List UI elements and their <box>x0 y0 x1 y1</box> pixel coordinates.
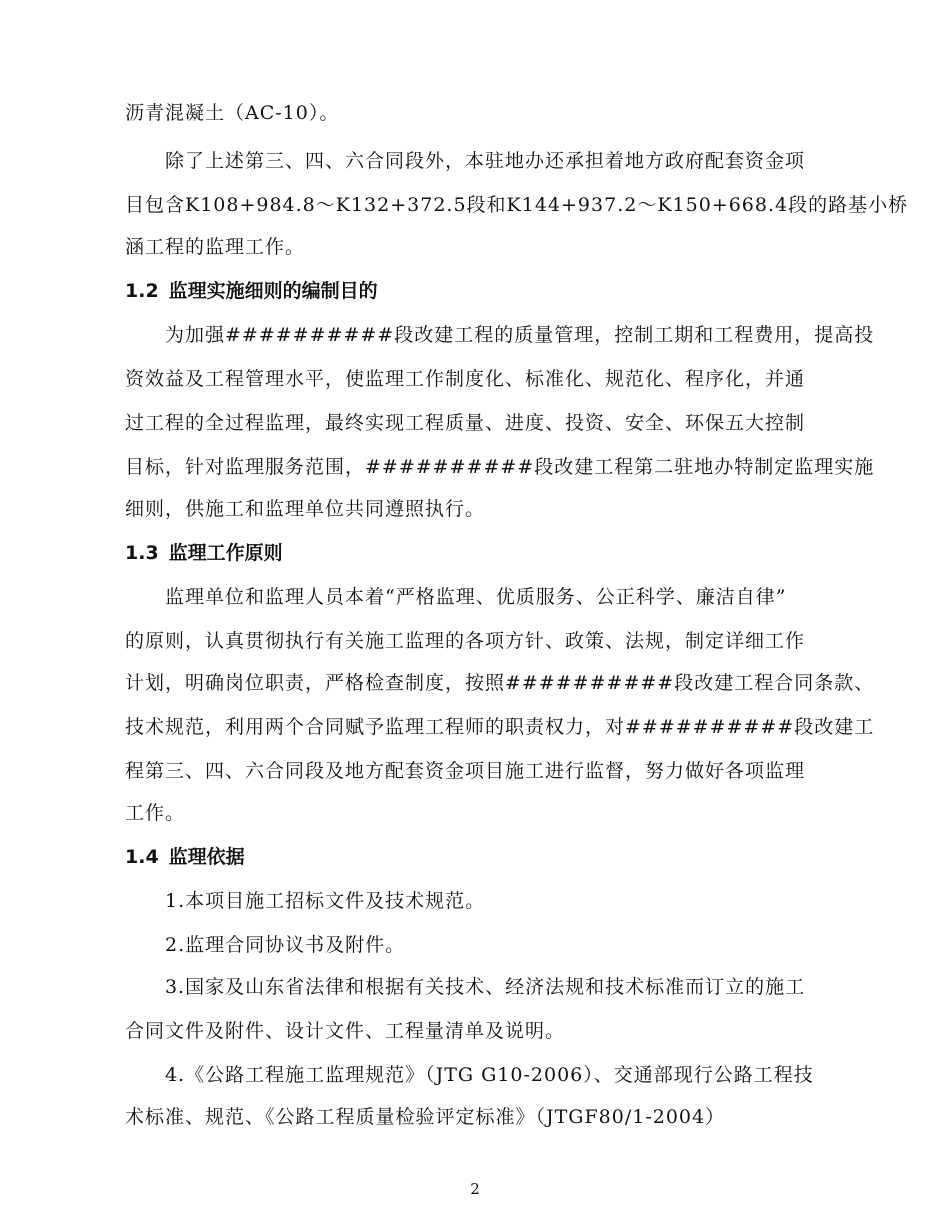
section-heading-1-3 <box>125 540 283 566</box>
page-number: 2 <box>470 1180 480 1198</box>
section-number: 1.2 <box>125 280 159 302</box>
list-item: 2.监理合同协议书及附件。 <box>165 934 406 956</box>
paragraph-line: 细则，供施工和监理单位共同遵照执行。 <box>125 498 486 520</box>
paragraph-line: 为加强##########段改建工程的质量管理，控制工期和工程费用，提高投 <box>165 324 875 346</box>
paragraph-line: 目包含K108+984.8～K132+372.5段和K144+937.2～K150+668.4段的路基小桥 <box>125 194 909 216</box>
paragraph-line: 监理单位和监理人员本着“严格监理、优质服务、公正科学、廉洁自律” <box>165 586 787 608</box>
paragraph-line: 合同文件及附件、设计文件、工程量清单及说明。 <box>125 1020 566 1042</box>
list-item: 4.《公路工程施工监理规范》（JTG G10-2006）、交通部现行公路工程技 <box>165 1064 814 1086</box>
section-title: 监理实施细则的编制目的 <box>168 280 378 302</box>
section-title: 监理工作原则 <box>168 542 283 564</box>
paragraph-line: 资效益及工程管理水平，使监理工作制度化、标准化、规范化、程序化，并通 <box>125 368 806 390</box>
section-title: 监理依据 <box>168 846 245 868</box>
paragraph-line: 程第三、四、六合同段及地方配套资金项目施工进行监督，努力做好各项监理 <box>125 760 806 782</box>
paragraph-line: 术标准、规范、《公路工程质量检验评定标准》（JTGF80/1-2004） <box>125 1106 726 1128</box>
paragraph-line: 计划，明确岗位职责，严格检查制度，按照##########段改建工程合同条款、 <box>125 672 875 694</box>
paragraph-line: 沥青混凝土（AC-10）。 <box>125 102 340 124</box>
paragraph-line: 工作。 <box>125 802 186 824</box>
paragraph-line: 过工程的全过程监理，最终实现工程质量、进度、投资、安全、环保五大控制 <box>125 412 806 434</box>
section-heading-1-4 <box>125 844 245 870</box>
paragraph-line: 的原则，认真贯彻执行有关施工监理的各项方针、政策、法规，制定详细工作 <box>125 630 806 652</box>
paragraph-line: 涵工程的监理工作。 <box>125 236 306 258</box>
list-item: 3.国家及山东省法律和根据有关技术、经济法规和技术标准而订立的施工 <box>165 976 806 998</box>
section-heading-1-2 <box>125 278 378 304</box>
paragraph-line: 技术规范，利用两个合同赋予监理工程师的职责权力，对##########段改建工 <box>125 716 875 738</box>
list-item: 1.本项目施工招标文件及技术规范。 <box>165 890 486 912</box>
section-number: 1.4 <box>125 846 159 868</box>
section-number: 1.3 <box>125 542 159 564</box>
paragraph-line: 目标，针对监理服务范围，##########段改建工程第二驻地办特制定监理实施 <box>125 456 875 478</box>
paragraph-line: 除了上述第三、四、六合同段外，本驻地办还承担着地方政府配套资金项 <box>165 150 806 172</box>
